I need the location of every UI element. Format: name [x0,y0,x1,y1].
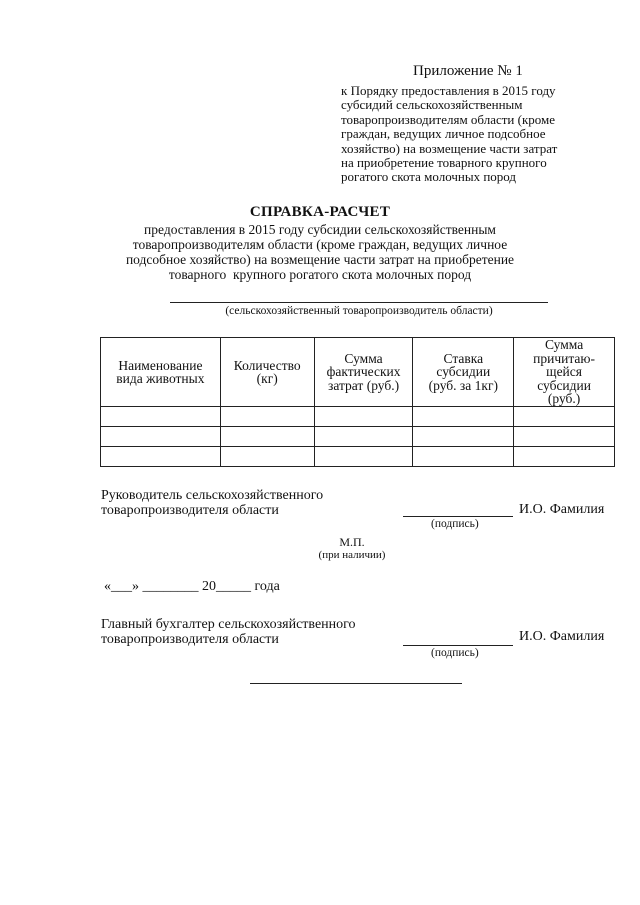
accountant-signature-caption: (подпись) [431,647,479,659]
table-cell[interactable] [314,447,413,467]
document-title: СПРАВКА-РАСЧЕТ [249,204,391,220]
header-quantity: Количество (кг) [220,338,314,407]
table-header-row [101,338,615,407]
table-row [101,427,615,447]
header-subsidy-rate: Ставка субсидии (руб. за 1кг) [413,338,514,407]
header-animal-type: Наименование вида животных [101,338,221,407]
table-row [101,447,615,467]
subtitle-line: товаропроизводителям области (кроме граждан, ведущих личное [132,237,508,252]
appendix-line: субсидий сельскохозяйственным [341,97,523,113]
table-cell[interactable] [514,427,615,447]
appendix-line: на приобретение товарного крупного [341,155,547,171]
table-cell[interactable] [220,427,314,447]
appendix-title: Приложение № 1 [413,63,523,79]
table-cell[interactable] [220,447,314,467]
date-field[interactable]: «___» ________ 20_____ года [104,579,280,594]
table-cell[interactable] [413,447,514,467]
bottom-separator-line [250,683,462,684]
accountant-signature-line[interactable] [403,645,513,646]
appendix-line: товаропроизводителям области (кроме [341,111,556,127]
document-subtitle [120,222,520,282]
subtitle-line: подсобное хозяйство) на возмещение части затрат на приобретение [125,252,515,267]
accountant-signature-label: Главный бухгалтер сельскохозяйственного товаропроизводителя области [101,617,356,647]
table-cell[interactable] [514,407,615,427]
appendix-line: к Порядку предоставления в 2015 году [341,83,556,98]
table-cell[interactable] [314,407,413,427]
table-cell[interactable] [101,447,221,467]
appendix-line: хозяйство) на возмещение части затрат [341,140,558,156]
subtitle-line: товарного крупного рогатого скота молочных пород [168,267,472,282]
head-signature-line[interactable] [403,516,513,517]
table-cell[interactable] [220,407,314,427]
table-cell[interactable] [314,427,413,447]
subtitle-line: предоставления в 2015 году субсидии сельскохозяйственным [144,222,496,237]
appendix-line: граждан, ведущих личное подсобное [341,126,546,142]
stamp-label: М.П. [339,535,365,549]
table-cell[interactable] [101,427,221,447]
table-cell[interactable] [413,427,514,447]
table-cell[interactable] [413,407,514,427]
producer-caption: (сельскохозяйственный товаропроизводитель области) [225,305,493,317]
stamp-note: (при наличии) [318,549,386,561]
table-cell[interactable] [101,407,221,427]
accountant-name: И.О. Фамилия [519,629,605,644]
head-signature-caption: (подпись) [431,518,479,530]
appendix-reference [341,84,611,185]
appendix-line: рогатого скота молочных пород [341,169,517,185]
header-actual-costs: Сумма фактических затрат (руб.) [314,338,413,407]
table-row [101,407,615,427]
head-name: И.О. Фамилия [519,502,605,517]
calculation-table [100,337,615,467]
table-cell[interactable] [514,447,615,467]
head-signature-label: Руководитель сельскохозяйственного товаропроизводителя области [101,488,324,518]
producer-blank-line[interactable] [170,302,548,303]
header-subsidy-due: Сумма причитаю- щейся субсидии (руб.) [514,338,615,407]
